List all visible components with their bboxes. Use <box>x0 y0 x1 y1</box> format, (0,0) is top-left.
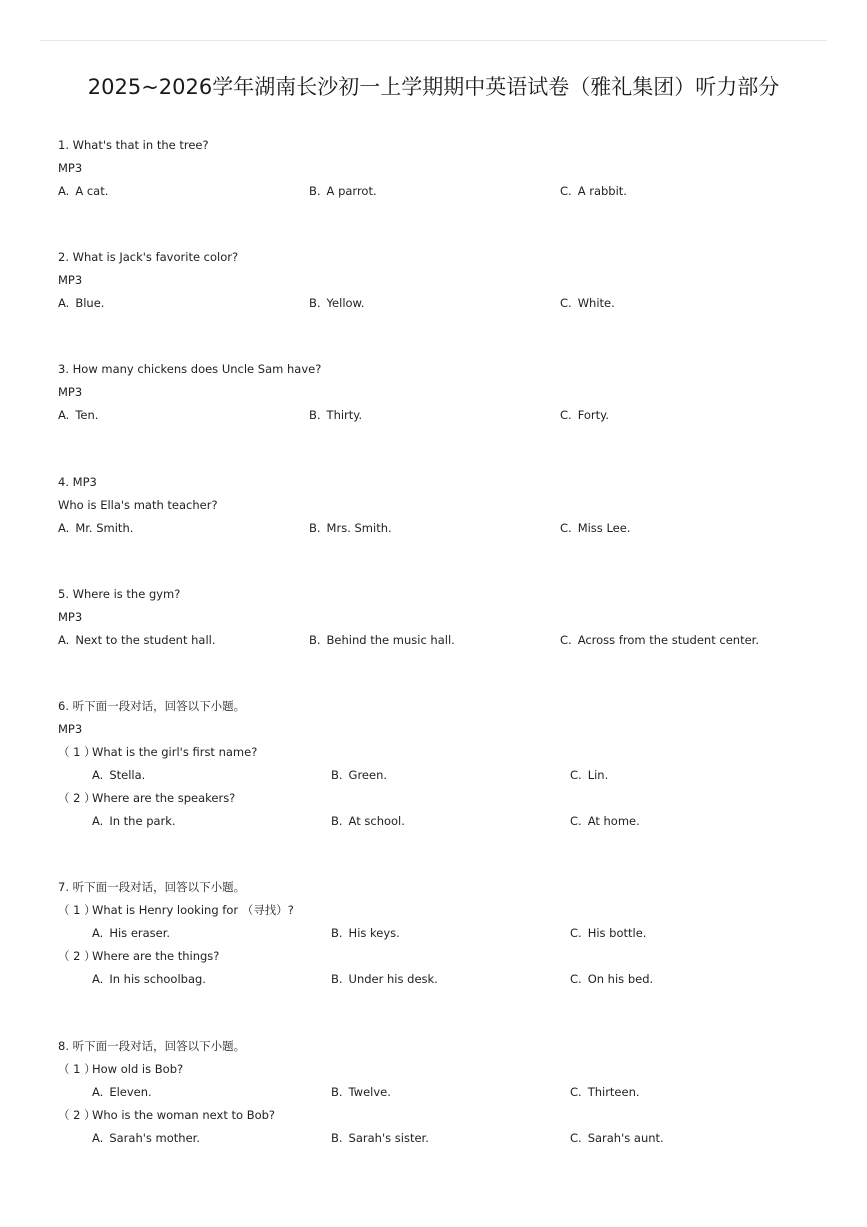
options-row <box>58 292 838 315</box>
option-b[interactable]: B. Thirty. <box>309 408 363 422</box>
option-b[interactable]: B. Behind the music hall. <box>309 633 455 647</box>
question-5 <box>58 583 838 652</box>
option-c[interactable]: C. His bottle. <box>570 926 647 940</box>
option-c[interactable]: C. On his bed. <box>570 972 654 986</box>
option-c[interactable]: C. At home. <box>570 814 640 828</box>
top-divider <box>40 40 827 41</box>
sub-question-stem: （ 1 ）What is Henry looking for （寻找）? <box>58 903 294 917</box>
option-c[interactable]: C. Lin. <box>570 768 609 782</box>
question-7 <box>58 876 838 991</box>
option-c[interactable]: C. Thirteen. <box>570 1085 640 1099</box>
question-1 <box>58 134 838 203</box>
mp3-audio-link[interactable]: MP3 <box>58 385 83 399</box>
option-c[interactable]: C. Forty. <box>560 408 609 422</box>
question-4 <box>58 471 838 540</box>
mp3-audio-link[interactable]: MP3 <box>58 722 83 736</box>
sub-question-stem: （ 1 ）What is the girl's first name? <box>58 745 258 759</box>
question-stem: 8. 听下面一段对话，回答以下小题。 <box>58 1039 246 1053</box>
option-c[interactable]: C. A rabbit. <box>560 184 627 198</box>
mp3-audio-link[interactable]: MP3 <box>58 273 83 287</box>
mp3-audio-link[interactable]: MP3 <box>72 475 97 489</box>
option-a[interactable]: A. Mr. Smith. <box>58 521 134 535</box>
options-row <box>58 810 838 833</box>
option-b[interactable]: B. Mrs. Smith. <box>309 521 392 535</box>
option-a[interactable]: A. Next to the student hall. <box>58 633 216 647</box>
option-c[interactable]: C. Miss Lee. <box>560 521 631 535</box>
question-3 <box>58 358 838 427</box>
question-stem: 1. What's that in the tree? <box>58 138 209 152</box>
question-8 <box>58 1035 838 1150</box>
option-b[interactable]: B. Twelve. <box>331 1085 391 1099</box>
question-stem: 7. 听下面一段对话，回答以下小题。 <box>58 880 246 894</box>
option-c[interactable]: C. White. <box>560 296 615 310</box>
question-stem: Who is Ella's math teacher? <box>58 498 218 512</box>
question-stem: 3. How many chickens does Uncle Sam have? <box>58 362 322 376</box>
options-row <box>58 1127 838 1150</box>
option-a[interactable]: A. Ten. <box>58 408 99 422</box>
sub-question-stem: （ 2 ）Where are the things? <box>58 949 220 963</box>
options-row <box>58 1081 838 1104</box>
option-a[interactable]: A. In the park. <box>92 814 176 828</box>
question-stem: 2. What is Jack's favorite color? <box>58 250 239 264</box>
option-b[interactable]: B. At school. <box>331 814 405 828</box>
option-a[interactable]: A. A cat. <box>58 184 109 198</box>
option-c[interactable]: C. Sarah's aunt. <box>570 1131 664 1145</box>
options-row <box>58 517 838 540</box>
option-a[interactable]: A. In his schoolbag. <box>92 972 206 986</box>
option-a[interactable]: A. Eleven. <box>92 1085 152 1099</box>
option-a[interactable]: A. His eraser. <box>92 926 171 940</box>
options-row <box>58 629 838 652</box>
options-row <box>58 404 838 427</box>
option-a[interactable]: A. Blue. <box>58 296 105 310</box>
mp3-audio-link[interactable]: MP3 <box>58 610 83 624</box>
question-number-line: 4. MP3 <box>58 475 97 489</box>
options-row <box>58 764 838 787</box>
question-6 <box>58 695 838 833</box>
options-row <box>58 922 838 945</box>
sub-question-stem: （ 2 ）Who is the woman next to Bob? <box>58 1108 276 1122</box>
question-2 <box>58 246 838 315</box>
question-stem: 5. Where is the gym? <box>58 587 181 601</box>
page-title: 2025~2026学年湖南长沙初一上学期期中英语试卷（雅礼集团）听力部分 <box>87 75 780 99</box>
options-row <box>58 180 838 203</box>
option-b[interactable]: B. Sarah's sister. <box>331 1131 429 1145</box>
option-b[interactable]: B. His keys. <box>331 926 400 940</box>
option-b[interactable]: B. A parrot. <box>309 184 377 198</box>
option-b[interactable]: B. Under his desk. <box>331 972 438 986</box>
option-b[interactable]: B. Yellow. <box>309 296 365 310</box>
mp3-audio-link[interactable]: MP3 <box>58 161 83 175</box>
option-a[interactable]: A. Sarah's mother. <box>92 1131 200 1145</box>
option-b[interactable]: B. Green. <box>331 768 388 782</box>
sub-question-stem: （ 1 ）How old is Bob? <box>58 1062 184 1076</box>
sub-question-stem: （ 2 ）Where are the speakers? <box>58 791 236 805</box>
options-row <box>58 968 838 991</box>
option-c[interactable]: C. Across from the student center. <box>560 633 759 647</box>
option-a[interactable]: A. Stella. <box>92 768 146 782</box>
question-stem: 6. 听下面一段对话，回答以下小题。 <box>58 699 246 713</box>
